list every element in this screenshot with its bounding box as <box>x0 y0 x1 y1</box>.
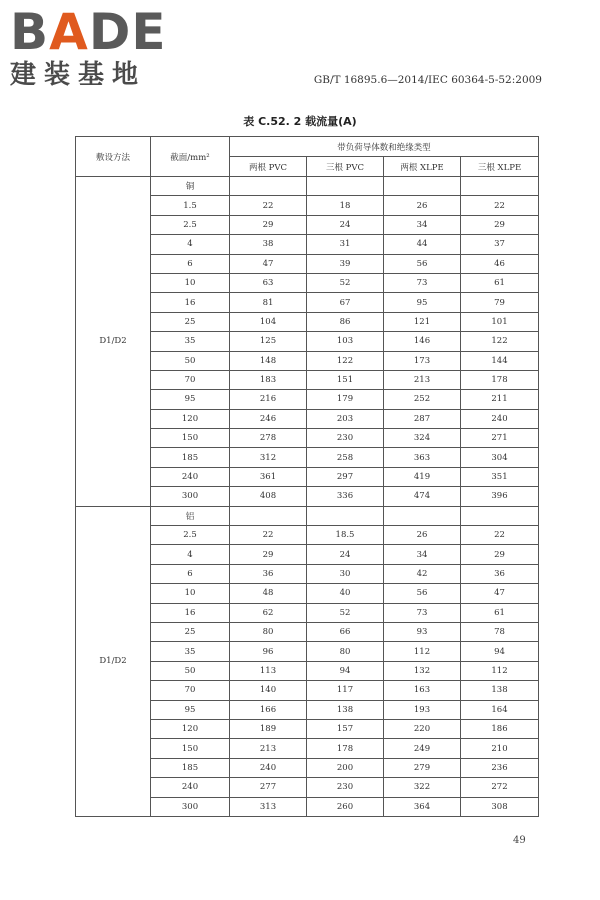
section-cell: 6 <box>151 254 230 273</box>
value-cell: 78 <box>461 622 539 641</box>
section-cell: 150 <box>151 739 230 758</box>
value-cell: 24 <box>307 215 384 234</box>
section-cell: 95 <box>151 390 230 409</box>
value-cell: 62 <box>230 603 307 622</box>
value-cell: 34 <box>384 215 461 234</box>
value-cell: 193 <box>384 700 461 719</box>
value-cell: 29 <box>230 215 307 234</box>
value-cell: 163 <box>384 681 461 700</box>
value-cell: 80 <box>230 622 307 641</box>
empty-cell <box>307 506 384 525</box>
value-cell: 140 <box>230 681 307 700</box>
value-cell: 186 <box>461 719 539 738</box>
section-cell: 240 <box>151 778 230 797</box>
header-two-xlpe: 两根 XLPE <box>384 157 461 177</box>
value-cell: 474 <box>384 487 461 506</box>
value-cell: 157 <box>307 719 384 738</box>
value-cell: 66 <box>307 622 384 641</box>
value-cell: 138 <box>461 681 539 700</box>
value-cell: 132 <box>384 661 461 680</box>
section-cell: 16 <box>151 293 230 312</box>
value-cell: 56 <box>384 254 461 273</box>
value-cell: 213 <box>384 370 461 389</box>
value-cell: 240 <box>230 758 307 777</box>
material-label: 铜 <box>151 177 230 196</box>
value-cell: 258 <box>307 448 384 467</box>
value-cell: 246 <box>230 409 307 428</box>
value-cell: 304 <box>461 448 539 467</box>
value-cell: 36 <box>230 564 307 583</box>
value-cell: 249 <box>384 739 461 758</box>
value-cell: 230 <box>307 778 384 797</box>
value-cell: 86 <box>307 312 384 331</box>
empty-cell <box>461 506 539 525</box>
value-cell: 220 <box>384 719 461 738</box>
header-section: 截面/mm² <box>151 137 230 177</box>
value-cell: 278 <box>230 429 307 448</box>
page-number: 49 <box>513 835 526 846</box>
table-body <box>76 177 539 817</box>
section-cell: 70 <box>151 370 230 389</box>
value-cell: 230 <box>307 429 384 448</box>
value-cell: 125 <box>230 332 307 351</box>
value-cell: 164 <box>461 700 539 719</box>
value-cell: 240 <box>461 409 539 428</box>
value-cell: 30 <box>307 564 384 583</box>
standard-code: GB/T 16895.6—2014/IEC 60364-5-52:2009 <box>313 74 542 86</box>
value-cell: 173 <box>384 351 461 370</box>
value-cell: 94 <box>307 661 384 680</box>
value-cell: 38 <box>230 235 307 254</box>
value-cell: 272 <box>461 778 539 797</box>
value-cell: 324 <box>384 429 461 448</box>
value-cell: 44 <box>384 235 461 254</box>
value-cell: 112 <box>461 661 539 680</box>
material-label: 铝 <box>151 506 230 525</box>
value-cell: 260 <box>307 797 384 816</box>
value-cell: 189 <box>230 719 307 738</box>
section-cell: 6 <box>151 564 230 583</box>
value-cell: 271 <box>461 429 539 448</box>
header-three-pvc: 三根 PVC <box>307 157 384 177</box>
value-cell: 297 <box>307 467 384 486</box>
value-cell: 396 <box>461 487 539 506</box>
value-cell: 363 <box>384 448 461 467</box>
value-cell: 148 <box>230 351 307 370</box>
value-cell: 179 <box>307 390 384 409</box>
section-cell: 50 <box>151 661 230 680</box>
value-cell: 22 <box>461 526 539 545</box>
section-cell: 1.5 <box>151 196 230 215</box>
section-cell: 35 <box>151 642 230 661</box>
section-cell: 2.5 <box>151 215 230 234</box>
method-cell: D1/D2 <box>76 177 151 507</box>
value-cell: 287 <box>384 409 461 428</box>
value-cell: 40 <box>307 584 384 603</box>
value-cell: 313 <box>230 797 307 816</box>
empty-cell <box>461 177 539 196</box>
ampacity-table <box>75 136 539 817</box>
value-cell: 79 <box>461 293 539 312</box>
method-cell: D1/D2 <box>76 506 151 816</box>
material-row <box>76 506 539 525</box>
table-caption: 表 C.52. 2 载流量(A) <box>243 115 357 128</box>
logo-wordmark: BADE <box>10 3 167 61</box>
section-cell: 120 <box>151 719 230 738</box>
section-cell: 16 <box>151 603 230 622</box>
header-three-xlpe: 三根 XLPE <box>461 157 539 177</box>
value-cell: 96 <box>230 642 307 661</box>
section-cell: 4 <box>151 545 230 564</box>
value-cell: 56 <box>384 584 461 603</box>
value-cell: 200 <box>307 758 384 777</box>
section-cell: 185 <box>151 448 230 467</box>
section-cell: 120 <box>151 409 230 428</box>
empty-cell <box>230 177 307 196</box>
value-cell: 18.5 <box>307 526 384 545</box>
empty-cell <box>307 177 384 196</box>
value-cell: 236 <box>461 758 539 777</box>
value-cell: 322 <box>384 778 461 797</box>
value-cell: 138 <box>307 700 384 719</box>
value-cell: 63 <box>230 273 307 292</box>
value-cell: 24 <box>307 545 384 564</box>
value-cell: 122 <box>307 351 384 370</box>
value-cell: 36 <box>461 564 539 583</box>
value-cell: 211 <box>461 390 539 409</box>
section-cell: 240 <box>151 467 230 486</box>
value-cell: 81 <box>230 293 307 312</box>
header-group: 带负荷导体数和绝缘类型 <box>230 137 539 157</box>
value-cell: 93 <box>384 622 461 641</box>
value-cell: 144 <box>461 351 539 370</box>
value-cell: 113 <box>230 661 307 680</box>
value-cell: 178 <box>461 370 539 389</box>
value-cell: 29 <box>461 545 539 564</box>
section-cell: 300 <box>151 487 230 506</box>
value-cell: 29 <box>230 545 307 564</box>
section-cell: 25 <box>151 622 230 641</box>
empty-cell <box>230 506 307 525</box>
value-cell: 216 <box>230 390 307 409</box>
value-cell: 48 <box>230 584 307 603</box>
section-cell: 95 <box>151 700 230 719</box>
value-cell: 117 <box>307 681 384 700</box>
value-cell: 203 <box>307 409 384 428</box>
value-cell: 166 <box>230 700 307 719</box>
section-cell: 185 <box>151 758 230 777</box>
value-cell: 361 <box>230 467 307 486</box>
value-cell: 47 <box>461 584 539 603</box>
value-cell: 419 <box>384 467 461 486</box>
value-cell: 213 <box>230 739 307 758</box>
value-cell: 277 <box>230 778 307 797</box>
section-cell: 2.5 <box>151 526 230 545</box>
bade-logo <box>10 3 175 90</box>
value-cell: 104 <box>230 312 307 331</box>
value-cell: 67 <box>307 293 384 312</box>
value-cell: 37 <box>461 235 539 254</box>
value-cell: 47 <box>230 254 307 273</box>
value-cell: 73 <box>384 603 461 622</box>
value-cell: 336 <box>307 487 384 506</box>
value-cell: 31 <box>307 235 384 254</box>
value-cell: 312 <box>230 448 307 467</box>
empty-cell <box>384 177 461 196</box>
section-cell: 150 <box>151 429 230 448</box>
value-cell: 29 <box>461 215 539 234</box>
value-cell: 95 <box>384 293 461 312</box>
value-cell: 112 <box>384 642 461 661</box>
value-cell: 103 <box>307 332 384 351</box>
value-cell: 39 <box>307 254 384 273</box>
value-cell: 52 <box>307 603 384 622</box>
value-cell: 122 <box>461 332 539 351</box>
value-cell: 26 <box>384 526 461 545</box>
value-cell: 178 <box>307 739 384 758</box>
value-cell: 279 <box>384 758 461 777</box>
value-cell: 22 <box>230 526 307 545</box>
material-row <box>76 177 539 196</box>
value-cell: 22 <box>461 196 539 215</box>
value-cell: 101 <box>461 312 539 331</box>
value-cell: 22 <box>230 196 307 215</box>
value-cell: 151 <box>307 370 384 389</box>
value-cell: 73 <box>384 273 461 292</box>
header-method: 敷设方法 <box>76 137 151 177</box>
value-cell: 94 <box>461 642 539 661</box>
value-cell: 121 <box>384 312 461 331</box>
section-cell: 25 <box>151 312 230 331</box>
section-cell: 4 <box>151 235 230 254</box>
value-cell: 18 <box>307 196 384 215</box>
header-two-pvc: 两根 PVC <box>230 157 307 177</box>
value-cell: 46 <box>461 254 539 273</box>
section-cell: 300 <box>151 797 230 816</box>
value-cell: 42 <box>384 564 461 583</box>
value-cell: 308 <box>461 797 539 816</box>
empty-cell <box>384 506 461 525</box>
section-cell: 70 <box>151 681 230 700</box>
value-cell: 61 <box>461 603 539 622</box>
value-cell: 408 <box>230 487 307 506</box>
section-cell: 50 <box>151 351 230 370</box>
section-cell: 35 <box>151 332 230 351</box>
logo-subtitle: 建装基地 <box>10 60 147 90</box>
value-cell: 210 <box>461 739 539 758</box>
value-cell: 61 <box>461 273 539 292</box>
value-cell: 80 <box>307 642 384 661</box>
value-cell: 26 <box>384 196 461 215</box>
section-cell: 10 <box>151 584 230 603</box>
value-cell: 351 <box>461 467 539 486</box>
value-cell: 364 <box>384 797 461 816</box>
value-cell: 252 <box>384 390 461 409</box>
value-cell: 146 <box>384 332 461 351</box>
value-cell: 52 <box>307 273 384 292</box>
section-cell: 10 <box>151 273 230 292</box>
value-cell: 34 <box>384 545 461 564</box>
value-cell: 183 <box>230 370 307 389</box>
